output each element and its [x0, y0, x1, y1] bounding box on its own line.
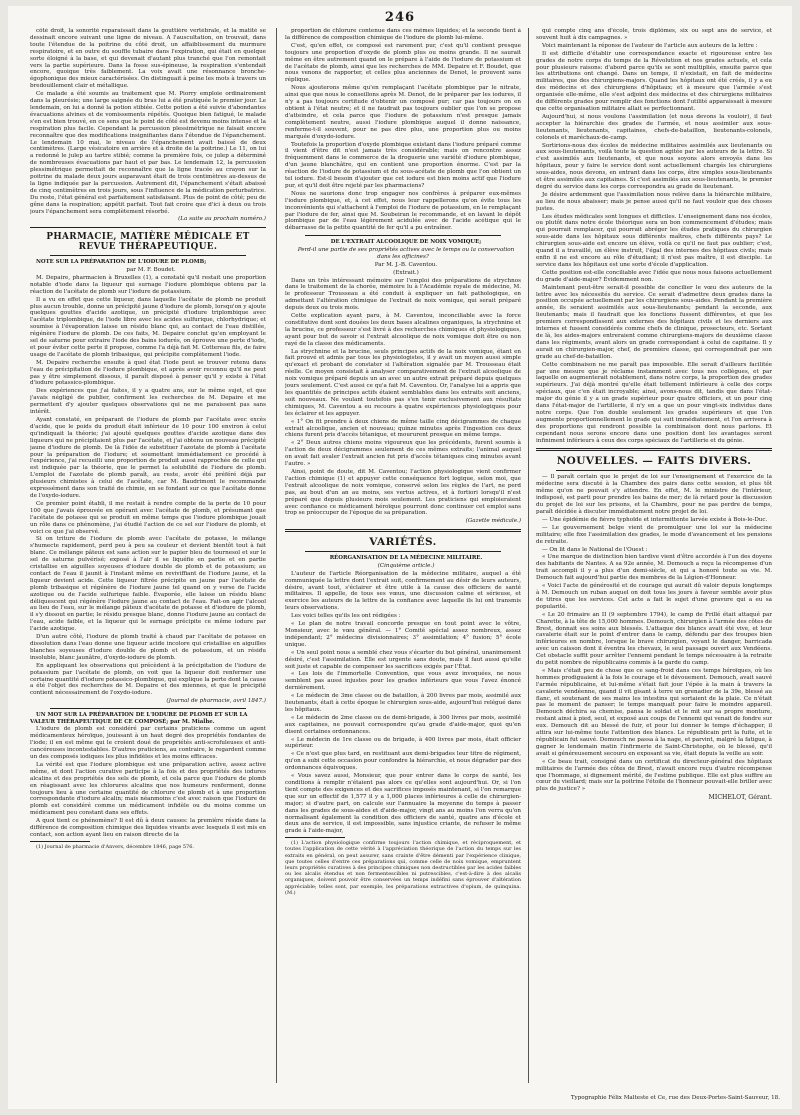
- paragraph: L'auteur de l'article Réorganisation de la médecine militaire, auquel a été communiquée la lettre dont l'extrait suit, confirmement au désir de leurs auteurs, désire, avant tout, s'éclairer et être utile à la cause des officiers de santé militaires. Il appelle, de tous ses vœux, une discussion calme et sérieuse, et exercice les auteurs de la lettre de la confiance avec laquelle ils lui ont transmis leurs observations.: [285, 570, 521, 612]
- article-title-mialhe: UN MOT SUR LA PRÉPARATION DE L'IODURE DE PLOMB ET SUR LA VALEUR THÉRAPEUTIQUE DE CE COMPOSÉ; par M. Mialhe.: [30, 712, 248, 725]
- section-divider: [536, 448, 772, 451]
- page-number: 246: [384, 10, 416, 25]
- paragraph: Dans un très intéressant mémoire sur l'emploi des préparations de strychnos dans le traitement de la chorée, mémoire lu à l'Académie royale de médecine, M. le professeur Trousseau a été conduit à expliquer un fait pathologique, en admettant l'altération chimique de l'extrait de noix vomique, qui serait préparé depuis deux ou trois mois.: [285, 277, 521, 312]
- paragraph: « Les lois de l'immortelle Convention, que vous avez invoquées, ne nous semblent pas aussi injustes pour les grades inférieurs que vous l'avez énoncé dernièrement.: [285, 671, 521, 692]
- paragraph: En appliquant les observations qui précèdent à la précipitation de l'iodure de potassium par l'acétate de plomb, on voit que la liqueur doit renfermer une certaine quantité d'iodure potassico-plombique, qui explique la perte dont la cause a été l'objet des recherches de M. Depaire et des miennes, et que le précipité contient nécessairement de l'oxydo-iodure.: [30, 662, 266, 697]
- paragraph: La strychnine et la brucine, seuls principes actifs de la noix vomique, étant en fait prouvé et admis par tous les physiologistes, il y avait un moyen aussi simple qu'exact et probant de constater si l'altération signalée par M. Trousseau était réelle. Ce moyen consistait à analyser comparativement de l'extrait alcoolique de noix vomique préparé depuis un an avec un autre extrait préparé depuis quelques jours seulement. C'est aussi ce qu'a fait M. Caventou. Or, l'analyse lui a appris que les quantités de principes actifs étaient semblables dans les extraits soit anciens, soit nouveaux. Ne voulant toutefois pas s'en tenir exclusivement aux résultats chimiques, M. Caventou a eu recours à quatre expériences physiologiques pour les éclairer et les appuyer.: [285, 348, 521, 417]
- footnote: (1) Journal de pharmacie d'Anvers, décembre 1846, page 576.: [36, 843, 194, 850]
- paragraph: proportion de chlorure contenue dans ces mêmes liquides; et la seconde tient à la différence de composition chimique de l'iodure de plomb lui-même.: [285, 28, 521, 41]
- paragraph: — Il paraît certain que le projet de loi sur l'enseignement et l'exercice de la médecine sera discuté à la Chambre des pairs dans cette session, et plus tôt même qu'on ne pouvait s'y attendre. En effet, M. le ministre de l'intérieur, indisposé, est parti pour prendre les bains de mer; de là retard pour la discussion du projet de loi sur les prisons, et la Chambre, pour ne pas perdre de temps, paraît décidée à discuter immédiatement notre projet de loi.: [536, 474, 772, 515]
- paragraph: « Le plan de notre travail concorde presque en tout point avec le vôtre, Monsieur, avec le vœu général. — 1° Comité spécial assez nombreux, assez indépendant; 2° médecins divisionnaires; 3° assimilation; 4° fusion; 5° école unique.: [285, 621, 521, 648]
- section-divider: [285, 529, 521, 532]
- paragraph: Des expériences que j'ai faites, il y a quatre ans, sur le même sujet, et que j'avais négligé de publier, confirment les recherches de M. Depaire et me permettent d'y ajouter quelques observations qui ne me paraissent pas sans intérêt.: [30, 388, 266, 416]
- printer-imprint: Typographie Félix Malteste et Ce, rue des Deux-Portes-Saint-Sauveur, 18.: [570, 1095, 780, 1101]
- article-byline: Par M. J.-B. Caventou.: [374, 261, 438, 268]
- footnote-rule: [285, 837, 345, 838]
- paragraph: C'est, qu'en effet, ce composé est rarement pur, c'est qu'il contient presque toujours une proportion d'oxyde de plomb plus ou moins grande. Il ne saurait même en être autrement quand on le prépare à l'aide de l'iodure de potassium et de l'acétate de plomb, ainsi que les recherches de MM. Depaire et F. Boudet, que nous venons de rapporter, et celles plus anciennes de Denot, le prouvent sans réplique.: [285, 42, 521, 84]
- paragraph: L'iodure de plomb est considéré par certains praticiens comme un agent médicamenteux héroïque, jouissant à un haut degré des propriétés fondantes de l'iode; il en est même qui le croient doué de propriétés anti-scrofuleuses et anti-cancéreuses incontestables. D'autres praticiens, au contraire, le regardent comme un des composés iodiques les plus infidèles et les moins efficaces.: [30, 726, 266, 760]
- paragraph: Toutefois la proportion d'oxyde plombique existant dans l'iodure préparé comme il vient d'être dit n'est jamais très considérable; mais on rencontre assez fréquemment dans le commerce de la droguerie une variété d'iodure plombique, d'un jaune blanchâtre, qui en contient une proportion énorme. C'est par la réaction de l'iodure de potassium et du sous-acétate de plomb que l'on obtient un tel iodure. Est-il besoin d'ajouter que cet iodure est bien moins actif que l'iodure pur, et qu'il doit être rejeté par les pharmaciens?: [285, 141, 521, 189]
- paragraph: qui compte cinq ans d'école, trois diplômes, six ou sept ans de service, et souvent huit à dix campagnes. »: [536, 28, 772, 41]
- paragraph: Sortirions-nous des écoles de médecine militaires assimilés aux lieutenants ou aux sous-lieutenants, voilà toute la question agitée par les auteurs de la lettre. Si c'est assimilés aux lieutenants, et que nous soyons alors envoyés dans les hôpitaux, pour y faire le service dont sont actuellement chargés les chirurgiens sous-aides, nous devons, en entrant dans les corps, être simples sous-lieutenants et être assimilés aux capitaines. Si c'est assimilés aux sous-lieutenants, le premier degré du service dans les corps correspondra au grade de lieutenant.: [536, 142, 772, 190]
- article-subtitle: Perd-il une partie de ses propriétés actives avec le temps ou la conservation dans les officines?: [297, 246, 515, 260]
- paragraph: « Une marque de distinction bien tardive vient d'être accordée à l'un des doyens des habitants de Nantes. A sa 92e année, M. Demouch a reçu la récompense d'un trait accompli il y a plus d'un demi-siècle, et qui a honoré toute sa vie. M. Demouch fait aujourd'hui partie des membres de la Légion-d'Honneur.: [536, 554, 772, 582]
- paragraph: Je désire ardemment que l'assimilation nous relève dans la hiérarchie militaire, au lieu de nous abaisser; mais je pense aussi qu'il ne faut vouloir que des choses justes.: [536, 191, 772, 212]
- section-divider: [30, 227, 266, 228]
- section-heading-nouvelles: NOUVELLES. — FAITS DIVERS.: [556, 455, 752, 468]
- heading-rule: [50, 255, 246, 256]
- source-citation: (Gazette médicale.): [465, 518, 521, 525]
- paragraph: Il est difficile d'établir une correspondance exacte et rigoureuse entre les grades de notre corps du temps de la Révolution et nos grades actuels, et cela pour plusieurs raisons: d'abord parce qu'ils se sont multipliés, ensuite parce que les attributions ont changé. Dans un temps, il n'existait, en fait de médecins militaires, que des chirurgiens-majors. Quand les hôpitaux ont été créés, il y a eu des médecins et des chirurgiens d'hôpitaux; et à mesure que l'armée s'est organisée elle-même, elle s'est adjoint des médecins et des chirurgiens militaires de différents grades pour remplir des fonctions dont l'utilité apparaissait à mesure que cette organisation militaire allait se perfectionnant.: [536, 50, 772, 112]
- article-title-noix-vomique: DE L'EXTRAIT ALCOOLIQUE DE NOIX VOMIQUE;: [330, 239, 482, 246]
- paragraph: Maintenant peut-être serait-il possible de concilier le vœu des auteurs de la lettre avec les nécessités du service. Ce serait d'admettre deux grades dans la position occupée actuellement par les chirurgiens sous-aides. Pendant la première année, ils seraient assimilés aux sous-lieutenants; pendant la seconde, aux lieutenants; mais il faudrait que les fonctions fussent différentes, et que les premiers correspondissent aux externes des hôpitaux civils et les derniers aux internes et fussent considérés comme chefs de clinique, prosecteurs, etc. Sortant de là, les aides-majors entreraient comme chirurgiens-majors de deuxième classe dans les régiments, avant alors un grade correspondant à celui de capitaine. Il y aurait un chirurgien-major, chef, de première classe, qui correspondrait par son grade au chef-de-bataillon.: [536, 284, 772, 360]
- paragraph: — On lit dans le National de l'Ouest :: [542, 546, 648, 553]
- article-part: (Cinquième article.): [377, 562, 435, 569]
- paragraph: D'un autre côté, l'iodure de plomb traité à chaud par l'acétate de potasse en dissolution dans l'eau donne une liqueur acide incolore qui cristallise en aiguilles blanches soyeuses d'iodure double de plomb et de potassium, et un résidu insoluble, blanc jaunâtre, d'oxydo-iodure de plomb.: [30, 634, 266, 661]
- paragraph: « Ce n'est que plus tard, en restituant aux demi-brigades leur titre de régiment, qu'on a subi cette occasion pour confondre la hiérarchie, et nous dégrader par des ordonnances équivoques.: [285, 751, 521, 772]
- article-divider: [305, 235, 501, 236]
- paragraph: Cette position est-elle conciliable avec l'idée que nous nous faisons actuellement du grade d'aide-major? Évidemment non.: [536, 269, 772, 283]
- article-title-reorganisation: RÉORGANISATION DE LA MÉDECINE MILITAIRE.: [329, 555, 483, 562]
- paragraph: La vérité est que l'iodure plombique est une préparation active, assez active même, et dont l'action curative participe à la fois et des propriétés des iodures alcalins et des propriétés des sels de plomb, et cela parce que l'iodure de plomb en réagissant avec les chlorures alcalins que nos humeurs renferment, donne toujours lieu à une certaine quantité de chlorure de plomb et à une proportion correspondante d'iodure alcalin; mais néanmoins c'est avec raison que l'iodure de plomb est considéré comme un médicament infidèle ou du moins comme un médicament peu constant dans ses effets.: [30, 761, 266, 817]
- paragraph: Ainsi, point de doute, dit M. Caventou; l'action physiologique vient confirmer l'action chimique (1) et appuyer cette conséquence fort logique, selon moi, que l'extrait alcoolique de noix vomique, conservé selon les règles de l'art, ne perd pas, au bout d'un an au moins, ses vertus actives, et à fortiori lorsqu'il n'est préparé que depuis plusieurs mois seulement. Les praticiens qui emploieraient avec confiance ce médicament héroïque pourront donc continuer cet emploi sans trop se préoccuper de l'époque de sa préparation.: [285, 468, 521, 517]
- paragraph: côté droit, la sonorité reparaissait dans la gouttière vertébrale, et la matité se dessinait encore suivant une ligne de niveau. A l'auscultation, on trouvait, dans toute l'étendue de la poitrine du côté droit, un affaiblissement du murmure respiratoire, et en outre du souffle tubaire dans l'expiration, qui était en quelque sorte éloigné à la base, et qui devenait d'autant plus tranché que l'on remontait vers la partie supérieure. Dans la fosse sus-épineuse, la respiration s'entendait encore, quoique très faiblement. La voix avait une résonnance bronche-égophonique des mieux caractérisées. On distinguait à peine les mots à travers un bredouillement clair et métallique.: [30, 28, 266, 90]
- heading-rule: [305, 551, 501, 552]
- paragraph: Voici maintenant la réponse de l'auteur de l'article aux auteurs de la lettre :: [542, 42, 758, 49]
- column-left: [30, 28, 266, 1083]
- paragraph: « Voici l'acte de générosité et de courage qui aurait dû valoir depuis longtemps à M. Demouch un ruban auquel on doit tous les jours à faveur semble avoir plus de titres que les services. Cet acte a fait le sujet d'une gravure qui a eu sa popularité.: [536, 583, 772, 610]
- paragraph: M. Depaire recherche ensuite à quel état l'iode peut se trouver retenu dans l'eau de précipitation de l'iodure plombique, et après avoir reconnu qu'il ne peut pas y être simplement dissous, il paraît disposé à penser qu'il y existe à l'état d'iodure potassico-plombique.: [30, 359, 266, 387]
- footnote: (1) L'action physiologique confirme toujours l'action chimique, et réciproquement, et toutes l'application de cette vérité à l'appréciation théorique de l'action du temps sur les extraits en général, on peut assurer, sans crainte d'être démenti par l'expérience clinique, que toutes celles d'entre ces préparations qui, comme celle de noix vomique, empruntent leurs propriétés curatives à des principes chimiques non destructibles par les acides faibles ou les alcalis étendus et non fermentescibles ni putrescibles, c'est-à-dire à des alcalis organiques, doivent pouvoir être conservées un temps indéfini sans éprouver d'altération appréciable; telles sont, par exemple, les préparations extractives d'opium, de quinquina. (M.): [285, 840, 521, 896]
- source-citation: (Journal de pharmacie, avril 1847.): [166, 698, 266, 705]
- paragraph: « Le médecin de 1re classe ou de brigade, à 400 livres par mois, était officier supérieur.: [285, 736, 521, 750]
- article-title-iodure: NOTE SUR LA PRÉPARATION DE L'IODURE DE PLOMB;: [36, 259, 207, 266]
- footnote-rule: [30, 841, 90, 842]
- article-byline: par M. F. Boudet.: [126, 266, 176, 273]
- paragraph: Cette explication ayant paru, à M. Caventou, inconciliable avec la force constitutive dont sont douées les deux bases alcalines organiques, la strychnine et la brucine, ce professeur s'est livré à des recherches chimiques et physiologiques, ayant pour but de savoir si l'extrait alcoolique de noix vomique doit être ou non rayé de la classe des médicaments.: [285, 313, 521, 347]
- paragraph: « Vous savez aussi, Monsieur, que pour entrer dans le corps de santé, les conditions à remplir n'étaient pas alors ce qu'elles sont aujourd'hui. Or, si l'on tient compte des exigences et des sacrifices imposés maintenant, si l'on remarque que sur un effectif de 1,577 il y a 1,000 places inférieures à celle de chirurgien-major; si d'autre part, on calcule sur l'annuaire la moyenne du temps à passer dans les grades de sous-aides et d'aide-major, vingt ans au moins l'on verra qu'on normalisant également la condition des officiers de santé, quatre ans d'école et deux ans de service, il est impossible, sans injustice criante, de refuser le même grade à l'aide-major,: [285, 773, 521, 835]
- paragraph: Ce premier point établi, il me restait à rendre compte de la perte de 10 pour 100 que j'avais éprouvée en opérant avec l'acétate de plomb, et présumant que l'acétate de potasse qui se produit en même temps que l'iodure plombique jouait un rôle dans ce phénomène, j'ai étudié l'action de ce sel sur l'iodure de plomb, et voici ce que j'ai observé.: [30, 500, 266, 535]
- paragraph: A quoi tient ce phénomène? Il est dû à deux causes: la première réside dans la différence de composition chimique des liquides vivants avec lesquels il est mis en contact, son action ayant lieu en raison directe de la: [30, 818, 266, 838]
- article-body-caventou: [285, 278, 521, 518]
- case-report-continued: [30, 28, 266, 215]
- paragraph: « Mais c'était peu de chose que ce sang-froid dans ces temps héroïques, où les hommes prodiguaient à la fois le courage et le dévouement. Demouch, avait sauvé l'armée républicaine, et lui-même s'était fait jour l'épée à la main à travers la cavalerie vendéenne, quand il vit gisant à terre un grenadier de la 39e, blessé au flanc, et soutenant de ses mains les intestins qui sortaient de la plaie. Ce n'était pas le moment de panser; le temps manquait pour faire le moindre appareil. Demouch déchira sa chemise, pansa le soldat et le mit sur sa propre monture, restant ainsi à pied, seul, et exposé aux coups de l'ennemi qui venait de fondre sur eux. Demouch dit au blessé de fuir, et pour lui donner le temps d'échapper, il attira sur lui-même toute l'attention des blancs. Le républicain prit la fuite, et le républicain fut sauvé. Demouch ne passa à la nage, et parvint, malgré la fatigue, à gagner le lendemain matin l'infirmerie de Saint-Christophe, où le blessé, qu'il avait si généreusement secouru en exposant sa vie, était depuis la veille au soir.: [536, 667, 772, 757]
- article-body-mialhe: [30, 726, 266, 839]
- column-middle: [285, 28, 521, 1083]
- article-body-mialhe-continued: [285, 28, 521, 232]
- paragraph: — Le gouvernement belge vient de promulguer une loi sur la médecine militaire; elle fixe l'assimilation des grades, le mode d'avancement et les pensions de retraite.: [536, 524, 772, 545]
- paragraph: Nous ne saurions donc trop engager nos confrères à préparer eux-mêmes l'iodure plombique, et, à cet effet, nous leur rappellerons qu'on évite tous les inconvénients qui s'attachent à l'emploi de l'iodure de potassium, en le remplaçant par l'iodure de fer, ainsi que M. Soubeiran le recommande, et en lavant le dépôt plombique par de l'eau légèrement acidulée avec de l'acide acétique qui le débarrasse de la petite quantité de fer qu'il a pu entraîner.: [285, 190, 521, 232]
- paragraph: Si on triture de l'iodure de plomb avec l'acétate de potasse, le mélange s'humecte rapidement, perd peu à peu sa couleur et devient bientôt tout à fait blanc. Ce mélange pâteux est sans action sur le papier bleu de tournesol et sur le sel de saturne pulvérisé; exposé à l'air il se liquéfie en partie et en partie cristallise en aiguilles soyeuses d'iodure double de plomb et de potassium; au contact de l'eau il jaunit à l'instant même en reviviffiant de l'iodure jaune, et la liqueur devient acide. Cette liqueur filtrée précipite en jaune par l'acétate de plomb tribasique et régénère de l'iodure jaune tel quand on y verse de l'acide azotique ou de l'acide sulfurique faible. Évaporée, elle laisse un résidu blanc déliquescent qui régénère l'iodure jaune au contact de l'eau. Fait-on agir l'alcool au lieu de l'eau, sur le mélange pâteux d'acétate de potasse et d'iodure de plomb, il s'y dissout en partie; le résidu presque blanc, donne l'iodure jaune au contact de l'eau, acide faible, et la liqueur qui le surnage précipite ce même iodure par l'acide azotique.: [30, 536, 266, 633]
- manager-signature: MICHELOT, Gérant.: [708, 794, 772, 802]
- paragraph: M. Depaire, pharmacien à Bruxelles (1), a constaté qu'il restait une proportion notable d'iode dans la liqueur qui surnage l'iodure plombique obtenu par la réaction de l'acétate de plomb sur l'iodure de potassium.: [30, 274, 266, 295]
- paragraph: « 1° On fit prendre à deux chiens de même taille cinq décigrammes de chaque extrait alcoolique, ancien et nouveau; quinze minutes après l'ingestion ces deux chiens furent pris d'accès tétanique, et moururent presque en même temps.: [285, 418, 521, 439]
- column-rule-right: [528, 28, 529, 1083]
- heading-rule: [556, 470, 752, 471]
- column-right: [536, 28, 772, 1083]
- extract-note: (Extrait.): [393, 269, 419, 276]
- continuation-note: (La suite au prochain numéro.): [178, 216, 266, 223]
- column-rule-left: [276, 28, 277, 1083]
- article-body-reorganisation: [285, 571, 521, 836]
- section-heading-pharmacie: PHARMACIE, MATIÈRE MÉDICALE ET REVUE THÉRAPEUTIQUE.: [46, 232, 250, 253]
- paragraph: « Le 20 frimaire an II (9 septembre 1794), le camp de Frillé était attaqué par Charette, à la tête de 15,000 hommes. Demouch, chirurgien à l'armée des côtes de Brest, donnait ses soins aux blessés. L'attaque des blancs avait été vive, et leur cavalerie était sur le point d'entrer dans le camp, défendu par des troupes bien inférieures en nombre, lorsque le brave chirurgien, voyant le danger, barricada avec un caisson dont il éventra les chevaux, le seul passage ouvert aux Vendéens. Cet obstacle suffit pour arrêter l'ennemi pendant le temps nécessaire à la retraite du petit nombre de républicains commis à la garde du camp.: [536, 611, 772, 667]
- paragraph: — Une épidémie de fièvre typhoïde et intermittente larvée existe à Bois-le-Duc.: [542, 516, 768, 523]
- newspaper-page: [8, 6, 792, 1109]
- paragraph: Nous ajouterons même qu'en remplaçant l'acétate plombique par le nitrate, ainsi que que nous le conseillons après M. Denot, de le préparer par les iodures, il n'y a pas toujours certitude d'obtenir un composé pur; car pas toujours on en obtient à l'état neutre; et il ne faudrait pas toujours oublier que l'on se propose d'atteindre, et cela parce que l'iodure de potassium n'est presque jamais complètement neutre, aussi l'iodure plombique auquel il donne naissance, renferme-t-il souvent, pour ne pas dire plus, une proportion plus ou moins marquée d'oxydo-iodure.: [285, 85, 521, 140]
- paragraph: Cette combinaison ne me paraît pas impossible. Elle serait d'ailleurs facilitée par une mesure que je réclame instamment avec tous nos collègues, et par laquelle on augmenterait notablement, dans notre corps, la proportion des grades supérieurs. J'ai déjà montré qu'elle était tellement inférieure à celle des corps spéciaux, que c'en était incroyable; ainsi, avons-nous dit, tandis que dans l'état-major du génie il y a un grade supérieur pour quatre officiers, et un pour cinq dans l'état-major de l'artillerie, il n'y en a que un pour vingt-six individus dans notre corps. Que l'on double seulement les grades supérieurs et que l'on augmente proportionnellement le grade qui suit immédiatement, et l'on arrivera à des proportions qui rendront possible la combinaison dont nous parlons. Et cependant nous serons encore dans une position dont les avantages seront infiniment inférieurs à ceux des corps spéciaux de l'artillerie et du génie.: [536, 361, 772, 444]
- paragraph: Ayant constaté, en préparant de l'iodure de plomb par l'acétate avec excès d'acide, que le poids du produit était inférieur de 10 pour 100 environ à celui qu'indiquait la théorie; j'ai ajouté quelques gouttes d'acide azotique dans des liqueurs qui ne précipitaient plus par l'acétate, et j'ai obtenu un nouveau précipité jaune d'iodure de plomb. De là l'idée de substituer l'azotate de plomb à l'acétate pour la préparation de l'iodure; et soumettant immédiatement ce procédé à l'expérience, j'ai recueilli une proportion de produit aussi rapprochée de celle qui est indiquée par la théorie, que le permet la solubilité de l'iodure de plomb. L'emploi de l'azotate de plomb paraît, au reste, avoir été préféré déjà par plusieurs chimistes à celui de l'acétate, car M. Baudrimont le recommande expressément dans son traité de chimie, en se fondant sur ce que l'acétate donne de l'oxydo-iodure.: [30, 417, 266, 499]
- paragraph: « 2° Deux autres chiens moins vigoureux que les précédents, furent soumis à l'action de deux décigrammes seulement de ces mêmes extraits; l'animal auquel on avait fait avaler l'extrait ancien fut pris d'accès tétaniques cinq minutes avant l'autre. »: [285, 440, 521, 468]
- paragraph: « Le médecin de 3me classe ou de bataillon, à 200 livres par mois, assimilé aux lieutenants, était à cette époque le chirurgien sous-aide, aujourd'hui relégué dans les hôpitaux.: [285, 693, 521, 713]
- paragraph: « Un seul point nous a semblé chez vous s'écarter du but général, unanimement désiré, c'est l'assimilation. Elle est urgente sans doute, mais il faut aussi qu'elle soit juste et capable de compenser les sacrifices exigés par l'État.: [285, 649, 521, 670]
- paragraph: Il a vu en effet que cette liqueur, dans laquelle l'acétate de plomb ne produit plus aucun trouble, donne un précipité jaune d'iodure de plomb, lorsqu'on y ajoute quelques gouttes d'acide azotique, un précipité d'iodure triplombique avec l'acétate triplombique, de l'iode libre avec les acides sulfurique, chlorhydrique; et soumise à l'évaporation laisse un résidu blanc qui, au contact de l'eau distillée, régénère l'iodure de plomb. De ces faits, M. Depaire conclut qu'en employant le sel de saturne pour extraire l'iode des bains iodurés, on éprouve une perte d'iode, et pour éviter cette perte il propose, comme l'a déjà fait M. Cottereau fils, de faire usage de l'acétate de plomb tribasique, qui précipite complètement l'iode.: [30, 296, 266, 358]
- paragraph: « Ce beau trait, consigné dans un certificat du directeur-général des hôpitaux militaires de l'armée des côtes de Brest, n'avait encore reçu d'autre récompense que l'hommage, si dignement mérité, de l'estime publique. Elle est plus suffire au cœur du vieillard; mais sur la poitrine l'étoile de l'honneur pouvait-elle briller avec plus de justice? »: [536, 758, 772, 793]
- paragraph: Les voici telles qu'ils les ont rédigées :: [291, 613, 401, 620]
- paragraph: « Le médecin de 2me classe ou de demi-brigade, à 300 livres par mois, assimilé aux capitaines, ne pouvait correspondre qu'au grade d'aide-major, quoi qu'en disent certaines ordonnances.: [285, 714, 521, 735]
- news-items: [536, 474, 772, 793]
- article-divider: [50, 708, 246, 709]
- article-body-reorganisation-continued: [536, 28, 772, 444]
- paragraph: Ce malade a été soumis au traitement que M. Piorry emploie ordinairement dans la pleurésie; une large saignée du bras lui a été pratiquée le premier jour. Le lendemain, on lui a donné la potion stibiée. Cette potion a été suivie d'abondantes évacuations alvines et de vomissements répétés. Quoique bien fatigué, le malade s'en est bien trouvé, en ce sens que le point de côté est devenu moins intense et la respiration plus facile. Cependant la percussion plessimétrique ne faisait encore reconnaître que des modifications insignifiantes dans l'étendue de l'épanchement. Le lendemain 10 mai, le niveau de l'épanchement avait baissé de deux centimètres. (Large vésicatoire en arrière et à droite de la poitrine.) Le 11, on lui a redonné le julep au tartre stibié; comme la première fois, ce julep a déterminé de nombreuses évacuations par haut et par bas. Le lendemain 12, la percussion plessimétrique permettait de reconnaître que la ligne tracée au crayon sur la poitrine du malade deux jours auparavant était de trois centimètres au-dessus de la ligne indiquée par la percussion. Autrement dit, l'épanchement s'était abaissé de cinq centimètres en trois jours, sous l'influence de la médication perturbatrice. Du reste, l'état général est parfaitement satisfaisant. Plus de point de côté; peu de gêne dans la respiration; appétit parfait. Tout fait croire que d'ici à deux ou trois jours l'épanchement sera complètement résorbé.: [30, 91, 266, 215]
- paragraph: Aujourd'hui, si nous voulons l'assimilation (et nous devons la vouloir), il faut accepter la hiérarchie des grades de l'armée, et nous assimiler aux sous-lieutenants, lieutenants, capitaines, chefs-de-bataillon, lieutenants-colonels, colonels et maréchaux-de-camp.: [536, 113, 772, 141]
- article-body-boudet: [30, 275, 266, 697]
- paragraph: Les études médicales sont longues et difficiles. L'enseignement dans nos écoles, ou plutôt dans notre école théorique sera un bon commencement d'études; mais qui pourrait remplacer, qui pourrait abréger les études pratiques du chirurgien sous-aide dans les hôpitaux sous différents maîtres, chefs différents pays? Le chirurgien sous-aide est encore un élève, voilà ce qu'il ne faut pas oublier; c'est, quand il a travaillé, un élève instruit, l'égal des internes des hôpitaux civils; mais enfin il ne est encore au rôle d'étudiant; il n'est pas maître, il est disciple. Le service dans les hôpitaux est une sorte d'école d'application.: [536, 213, 772, 268]
- section-heading-varietes: VARIÉTÉS.: [369, 536, 437, 549]
